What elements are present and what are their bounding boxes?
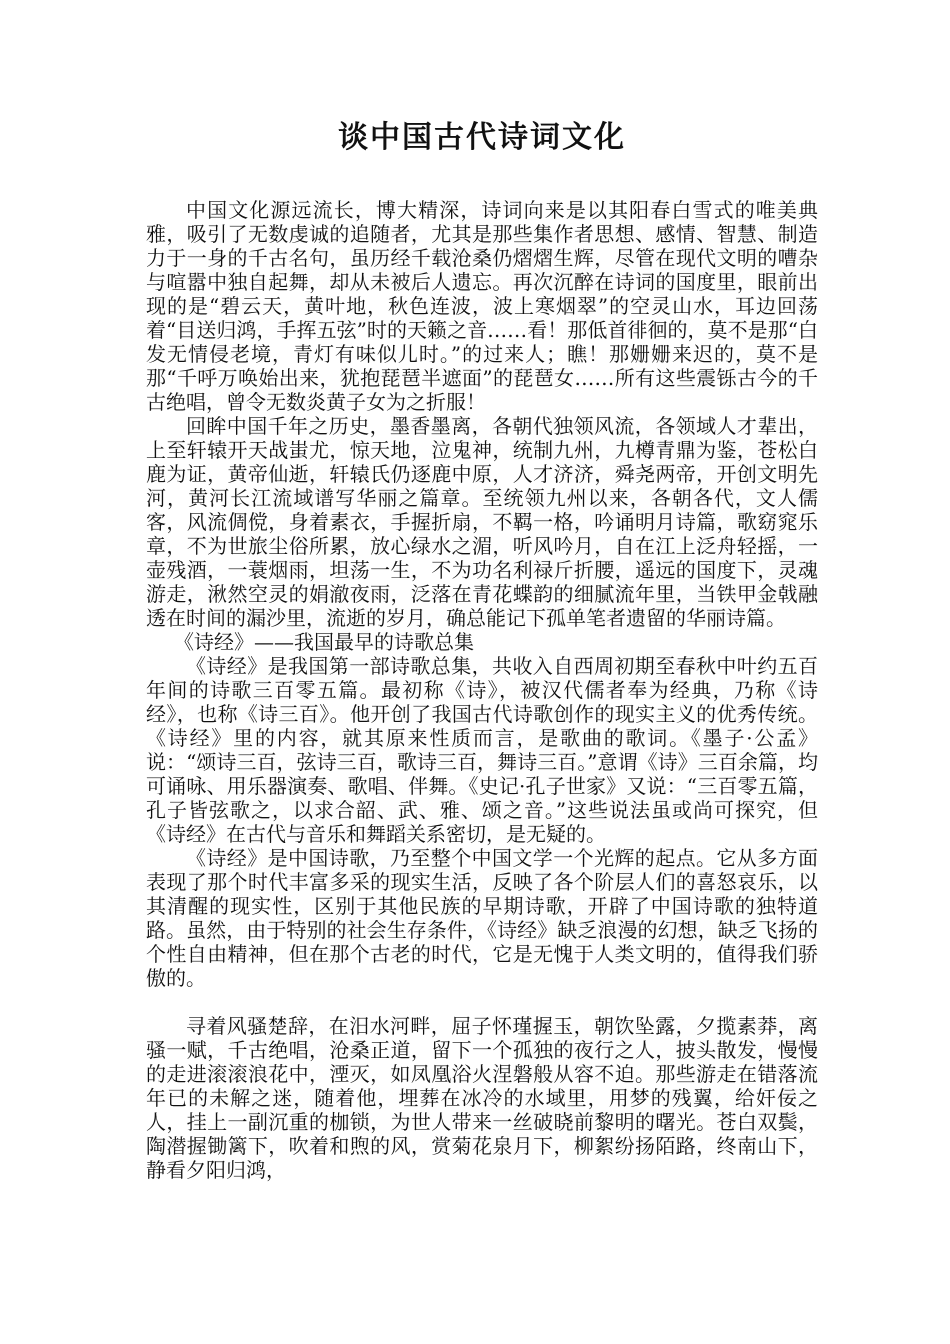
page-title: 谈中国古代诗词文化: [338, 120, 626, 155]
paragraph-gap: [146, 990, 818, 1014]
paragraph-chuci: 寻着风骚楚辞，在汨水河畔，屈子怀瑾握玉，朝饮坠露，夕揽素莽，离骚一赋，千古绝唱，沧桑正道，留下一个孤独的夜行之人，披头散发，慢慢的走进滚滚浪花中，湮灭，如凤凰浴火涅磐般从容不迫。那些游走在错落流年已的未解之迷，随着他，埋葬在冰冷的水域里，用梦的残翼，给奸佞之人，挂上一副沉重的枷锁，为世人带来一丝破晓前黎明的曙光。苍白双鬓，陶潜握锄篱下，吹着和煦的风，赏菊花泉月下，柳絮纷扬陌路，终南山下，静看夕阳归鸿，: [146, 1014, 818, 1182]
section-heading-shijing: 《诗经》——我国最早的诗歌总集: [174, 630, 474, 654]
paragraph-intro: 中国文化源远流长，博大精深，诗词向来是以其阳春白雪式的唯美典雅，吸引了无数虔诚的追随者，尤其是那些集作者思想、感情、智慧、制造力于一身的千古名句，虽历经千载沧桑仍熠熠生辉，尽管在现代文明的嘈杂与喧嚣中独自起舞，却从未被后人遗忘。再次沉醉在诗词的国度里，眼前出现的是“碧云天，黄叶地，秋色连波，波上寒烟翠”的空灵山水，耳边回荡着“目送归鸿，手挥五弦”时的天籁之音……看！那低首徘徊的，莫不是那“白发无情侵老境，青灯有味似儿时。”的过来人；瞧！那姗姗来迟的，莫不是那“千呼万唤始出来，犹抱琵琶半遮面”的琵琶女……所有这些震铄古今的千古绝唱，曾令无数炎黄子女为之折服！: [146, 198, 818, 414]
paragraph-shijing-significance: 《诗经》是中国诗歌，乃至整个中国文学一个光辉的起点。它从多方面表现了那个时代丰富多采的现实生活，反映了各个阶层人们的喜怒哀乐，以其清醒的现实性，区别于其他民族的早期诗歌，开辟了中国诗歌的独特道路。虽然，由于特别的社会生存条件，《诗经》缺乏浪漫的幻想，缺乏飞扬的个性自由精神，但在那个古老的时代，它是无愧于人类文明的，值得我们骄傲的。: [146, 846, 818, 990]
paragraph-shijing-intro: 《诗经》是我国第一部诗歌总集，共收入自西周初期至春秋中叶约五百年间的诗歌三百零五篇。最初称《诗》，被汉代儒者奉为经典，乃称《诗经》，也称《诗三百》。他开创了我国古代诗歌创作的现实主义的优秀传统。《诗经》里的内容，就其原来性质而言，是歌曲的歌词。《墨子·公孟》说：“颂诗三百，弦诗三百，歌诗三百，舞诗三百。”意谓《诗》三百余篇，均可诵咏、用乐器演奏、歌唱、伴舞。《史记·孔子世家》又说：“三百零五篇，孔子皆弦歌之，以求合韶、武、雅、颂之音。”这些说法虽或尚可探究，但《诗经》在古代与音乐和舞蹈关系密切，是无疑的。: [146, 654, 818, 846]
paragraph-history: 回眸中国千年之历史，墨香墨离，各朝代独领风流，各领域人才辈出，上至轩辕开天战蚩尤，惊天地，泣鬼神，统制九州，九樽青鼎为鉴，苍松白鹿为证，黄帝仙逝，轩辕氏仍逐鹿中原，人才济济，舜尧两帝，开创文明先河，黄河长江流域谱写华丽之篇章。至统领九州以来，各朝各代，文人儒客，风流倜傥，身着素衣，手握折扇，不羁一格，吟诵明月诗篇，歌窈窕乐章，不为世旅尘俗所累，放心绿水之湄，听风吟月，自在江上泛舟轻摇，一壶残酒，一蓑烟雨，坦荡一生，不为功名利禄斤折腰，遥远的国度下，灵魂游走，湫然空灵的娟澈夜雨，泛落在青花蝶韵的细腻流年里，当铁甲金戟融透在时间的漏沙里，流逝的岁月，确总能记下孤单笔者遗留的华丽诗篇。: [146, 414, 818, 630]
